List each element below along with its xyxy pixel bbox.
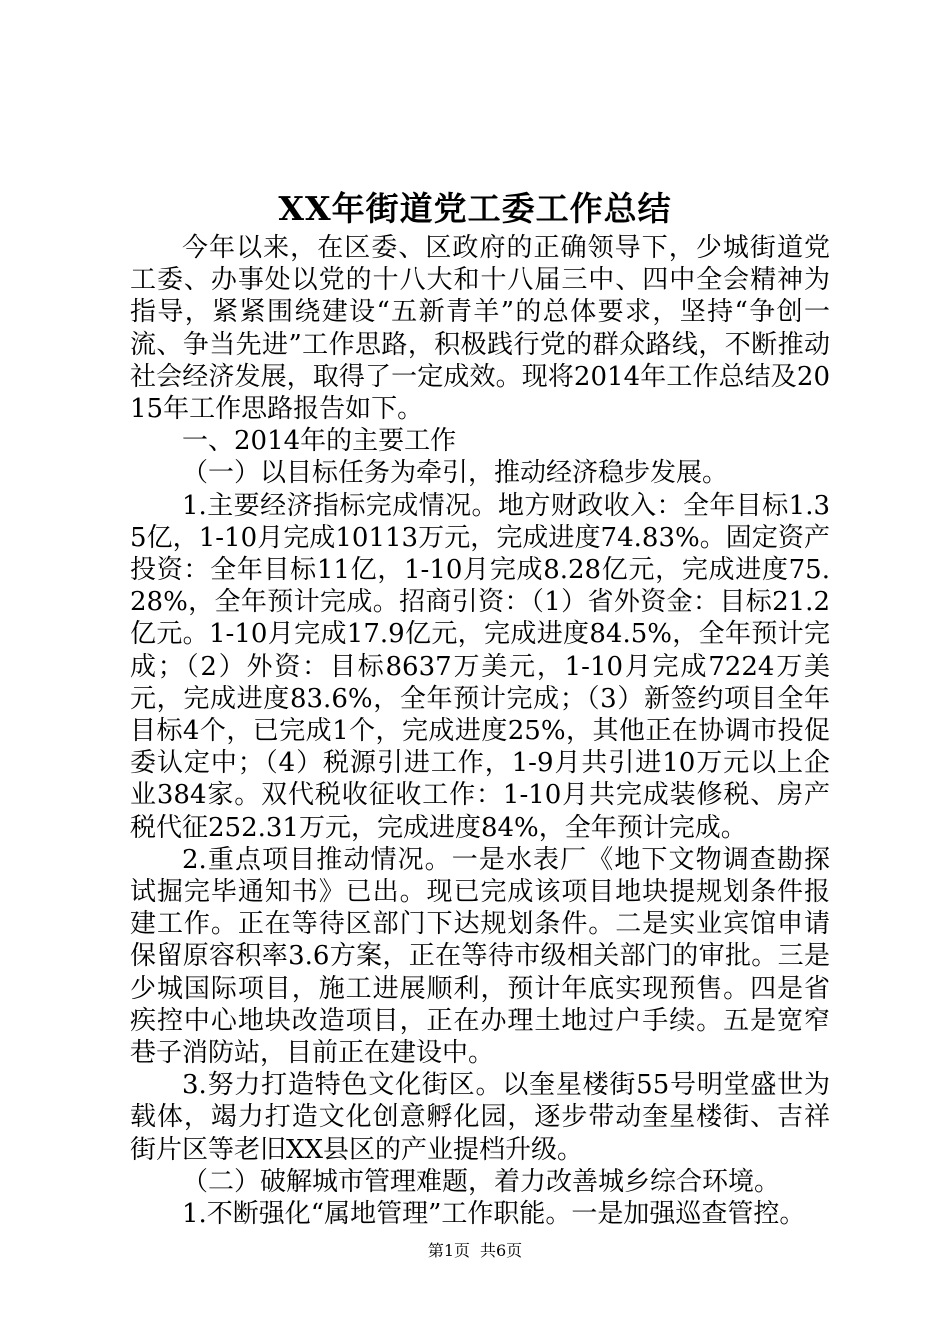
page-footer	[0, 1240, 950, 1262]
heading-subsection-1: （一）以目标任务为牵引，推动经济稳步发展。	[182, 458, 729, 489]
page-number: 第1页	[427, 1241, 470, 1260]
paragraph-economic-indicators: 1.主要经济指标完成情况。地方财政收入：全年目标1.35亿，1-10月完成10113万元，完成进度74.83%。固定资产投资：全年目标11亿，1-10月完成8.28亿元，完成进度75.28%，全年预计完成。招商引资：（1）省外资金：目标21.2亿元。1-10月完成17.9亿元，完成进度84.5%，全年预计完成；（2）外资：目标8637万美元，1-10月完成7224万美元，完成进度83.6%，全年预计完成；（3）新签约项目全年目标4个，已完成1个，完成进度25%，其他正在协调市投促委认定中；（4）税源引进工作，1-9月共引进10万元以上企业384家。双代税收征收工作：1-10月共完成装修税、房产税代征252.31万元，完成进度84%，全年预计完成。	[130, 490, 830, 843]
document-title: XX年街道党工委工作总结	[278, 189, 672, 228]
page-count: 共6页	[480, 1241, 523, 1260]
paragraph-intro: 今年以来，在区委、区政府的正确领导下，少城街道党工委、办事处以党的十八大和十八届三中、四中全会精神为指导，紧紧围绕建设“五新青羊”的总体要求，坚持“争创一流、争当先进”工作思路，积极践行党的群众路线，不断推动社会经济发展，取得了一定成效。现将2014年工作总结及2015年工作思路报告如下。	[130, 233, 830, 425]
heading-section-1: 一、2014年的主要工作	[182, 426, 457, 457]
paragraph-territorial-management: 1.不断强化“属地管理”工作职能。一是加强巡查管控。	[182, 1199, 806, 1230]
paragraph-cultural-district: 3.努力打造特色文化街区。以奎星楼街55号明堂盛世为载体，竭力打造文化创意孵化园，逐步带动奎星楼街、吉祥街片区等老旧XX县区的产业提档升级。	[130, 1070, 830, 1165]
paragraph-key-projects: 2.重点项目推动情况。一是水表厂《地下文物调查勘探试掘完毕通知书》已出。现已完成该项目地块提规划条件报建工作。正在等待区部门下达规划条件。二是实业宾馆申请保留原容积率3.6方案，正在等待市级相关部门的审批。三是少城国际项目，施工进展顺利，预计年底实现预售。四是省疾控中心地块改造项目，正在办理土地过户手续。五是宽窄巷子消防站，目前正在建设中。	[130, 844, 830, 1069]
heading-subsection-2: （二）破解城市管理难题，着力改善城乡综合环境。	[182, 1166, 781, 1197]
document-body	[130, 232, 830, 1230]
